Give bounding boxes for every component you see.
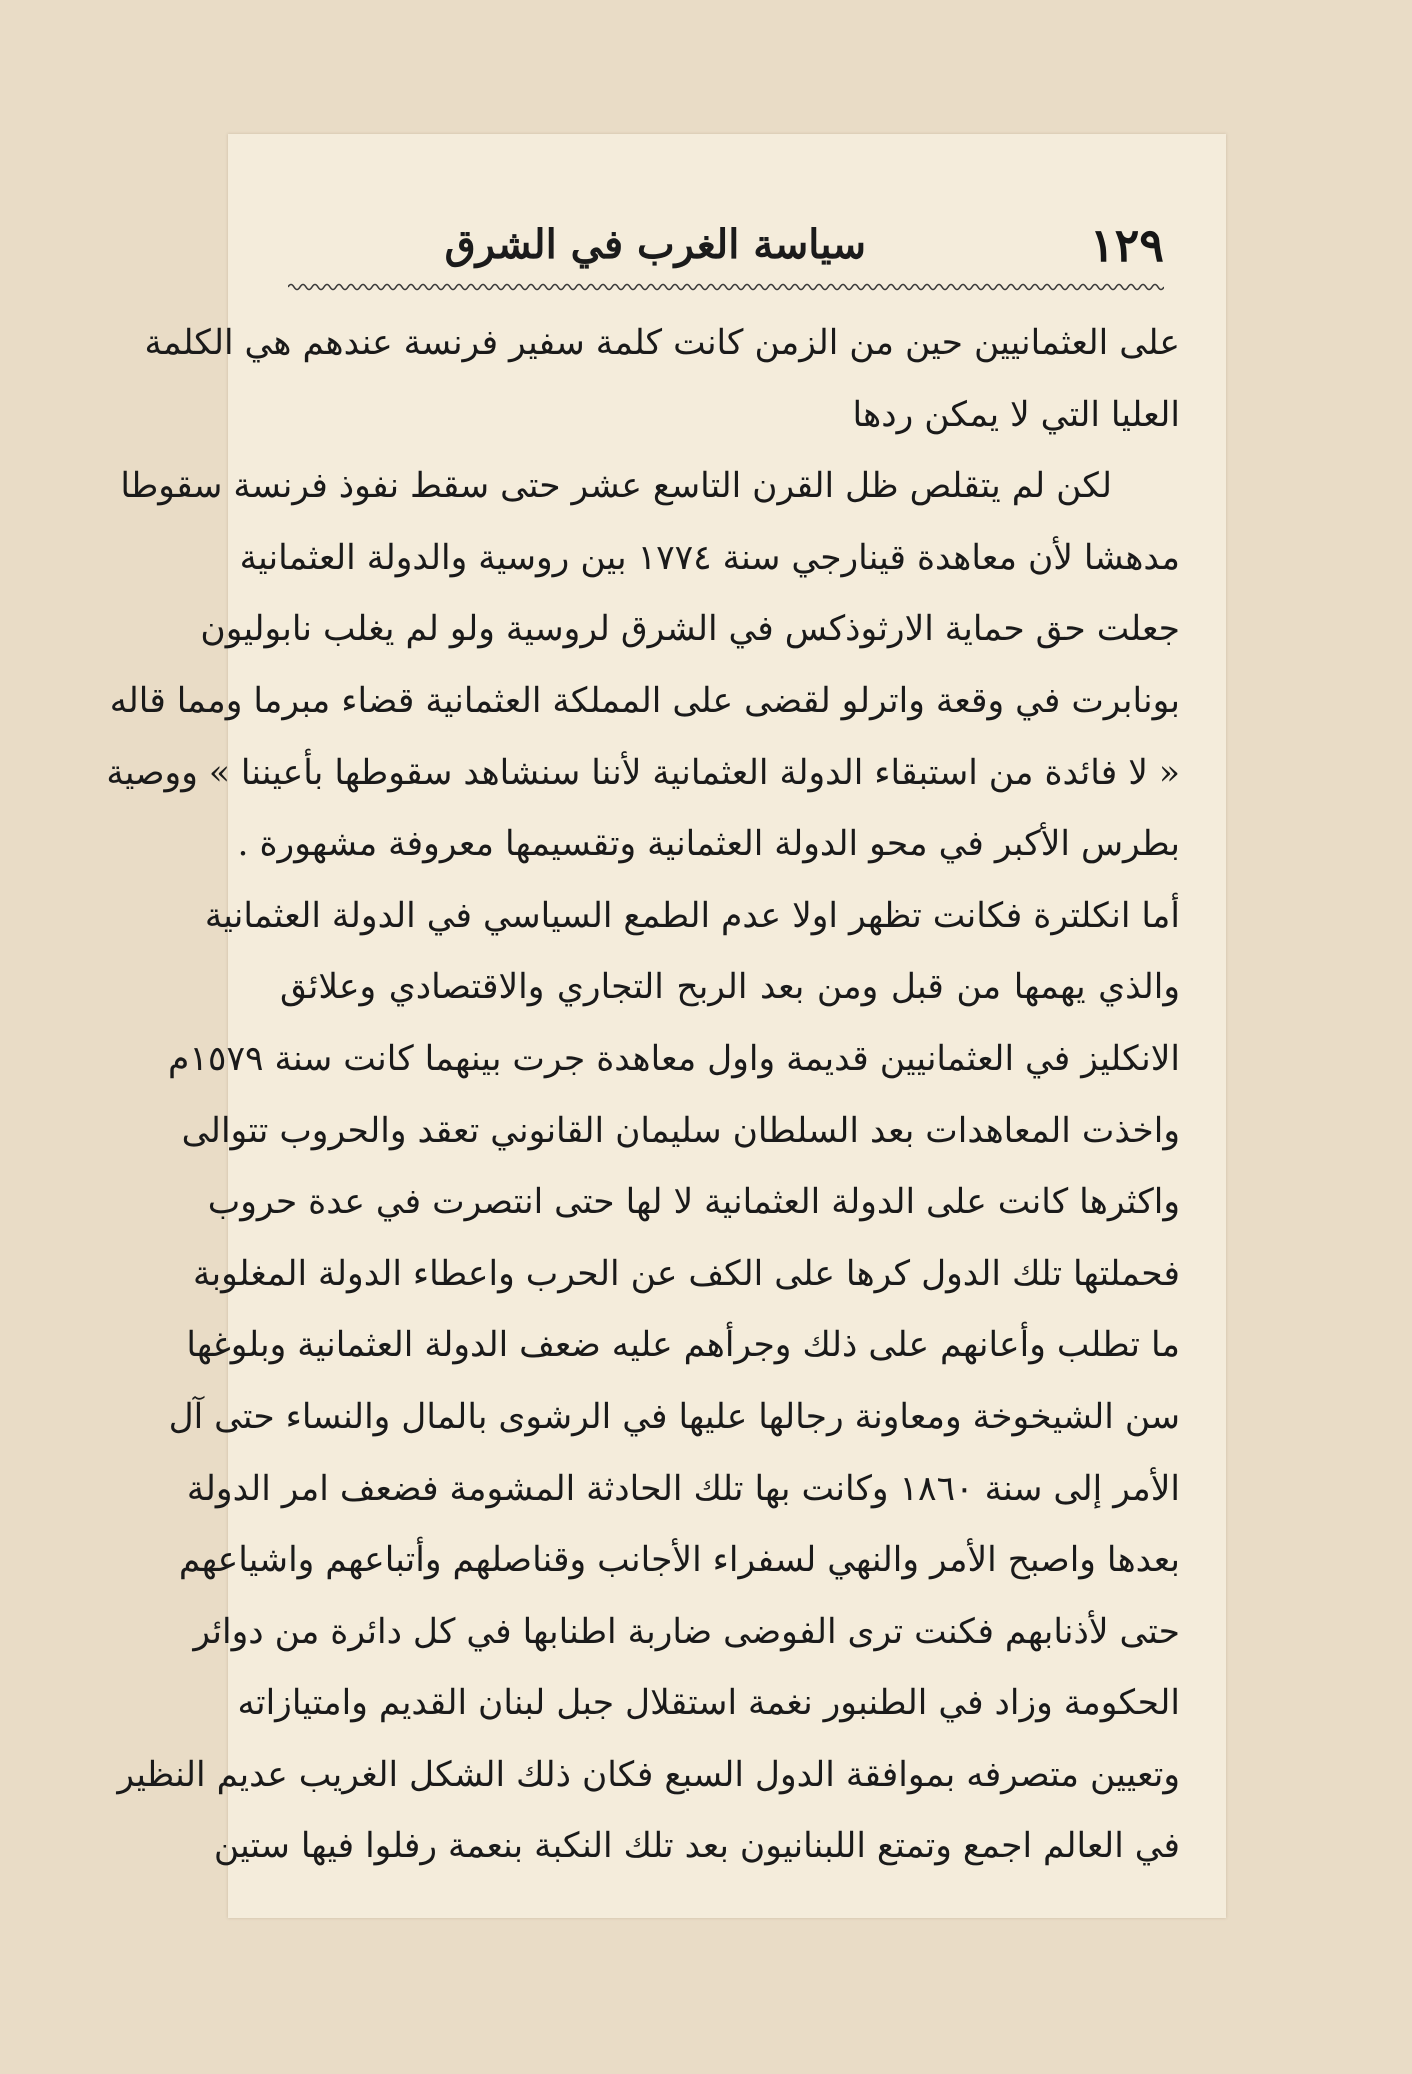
text-line: بونابرت في وقعة واترلو لقضى على المملكة العثمانية قضاء مبرما ومما قاله [109,680,1180,721]
text-line: والذي يهمها من قبل ومن بعد الربح التجاري والاقتصادي وعلائق [280,967,1180,1008]
running-title: سياسة الغرب في الشرق [444,221,866,268]
text-line: في العالم اجمع وتمتع اللبنانيون بعد تلك النكبة بنعمة رفلوا فيها ستين [213,1826,1180,1867]
book-page [106,134,1226,1918]
page-number: ١٢٩ [1089,218,1164,272]
text-line: العليا التي لا يمكن ردها [852,394,1180,435]
text-line: مدهشا لأن معاهدة قينارجي سنة ١٧٧٤ بين روسية والدولة العثمانية [239,537,1180,578]
text-line: « لا فائدة من استبقاء الدولة العثمانية لأننا سنشاهد سقوطها بأعيننا » ووصية [106,752,1180,793]
text-line: بعدها واصبح الأمر والنهي لسفراء الأجانب وقناصلهم وأتباعهم واشياعهم [178,1540,1180,1581]
text-line: على العثمانيين حين من الزمن كانت كلمة سفير فرنسة عندهم هي الكلمة [144,323,1180,363]
text-line: واخذت المعاهدات بعد السلطان سليمان القانوني تعقد والحروب تتوالى [181,1110,1180,1151]
text-line: فحملتها تلك الدول كرها على الكف عن الحرب واعطاء الدولة المغلوبة [193,1253,1180,1294]
text-line: الانكليز في العثمانيين قديمة واول معاهدة جرت بينهما كانت سنة ١٥٧٩م [168,1038,1180,1079]
text-line: واكثرها كانت على الدولة العثمانية لا لها حتى انتصرت في عدة حروب [207,1182,1180,1223]
text-line: وتعيين متصرفه بموافقة الدول السبع فكان ذلك الشكل الغريب عديم النظير [117,1754,1180,1795]
text-line: جعلت حق حماية الارثوذكس في الشرق لروسية ولو لم يغلب نابوليون [200,609,1180,650]
text-line: ما تطلب وأعانهم على ذلك وجرأهم عليه ضعف الدولة العثمانية وبلوغها [186,1325,1180,1366]
text-line: لكن لم يتقلص ظل القرن التاسع عشر حتى سقط نفوذ فرنسة سقوطا [120,466,1112,507]
text-line: أما انكلترة فكانت تظهر اولا عدم الطمع السياسي في الدولة العثمانية [204,895,1180,936]
running-header [288,210,1164,280]
text-line: الأمر إلى سنة ١٨٦٠ وكانت بها تلك الحادثة المشومة فضعف امر الدولة [186,1468,1180,1509]
text-line: بطرس الأكبر في محو الدولة العثمانية وتقسيمها معروفة مشهورة . [237,824,1180,865]
header-rule [288,280,1164,294]
body-text [106,308,1180,1883]
text-line: الحكومة وزاد في الطنبور نغمة استقلال جبل لبنان القديم وامتيازاته [237,1683,1180,1724]
text-line: سن الشيخوخة ومعاونة رجالها عليها في الرشوى بالمال والنساء حتى آل [168,1396,1180,1437]
text-line: حتى لأذنابهم فكنت ترى الفوضى ضاربة اطنابها في كل دائرة من دوائر [193,1611,1180,1652]
